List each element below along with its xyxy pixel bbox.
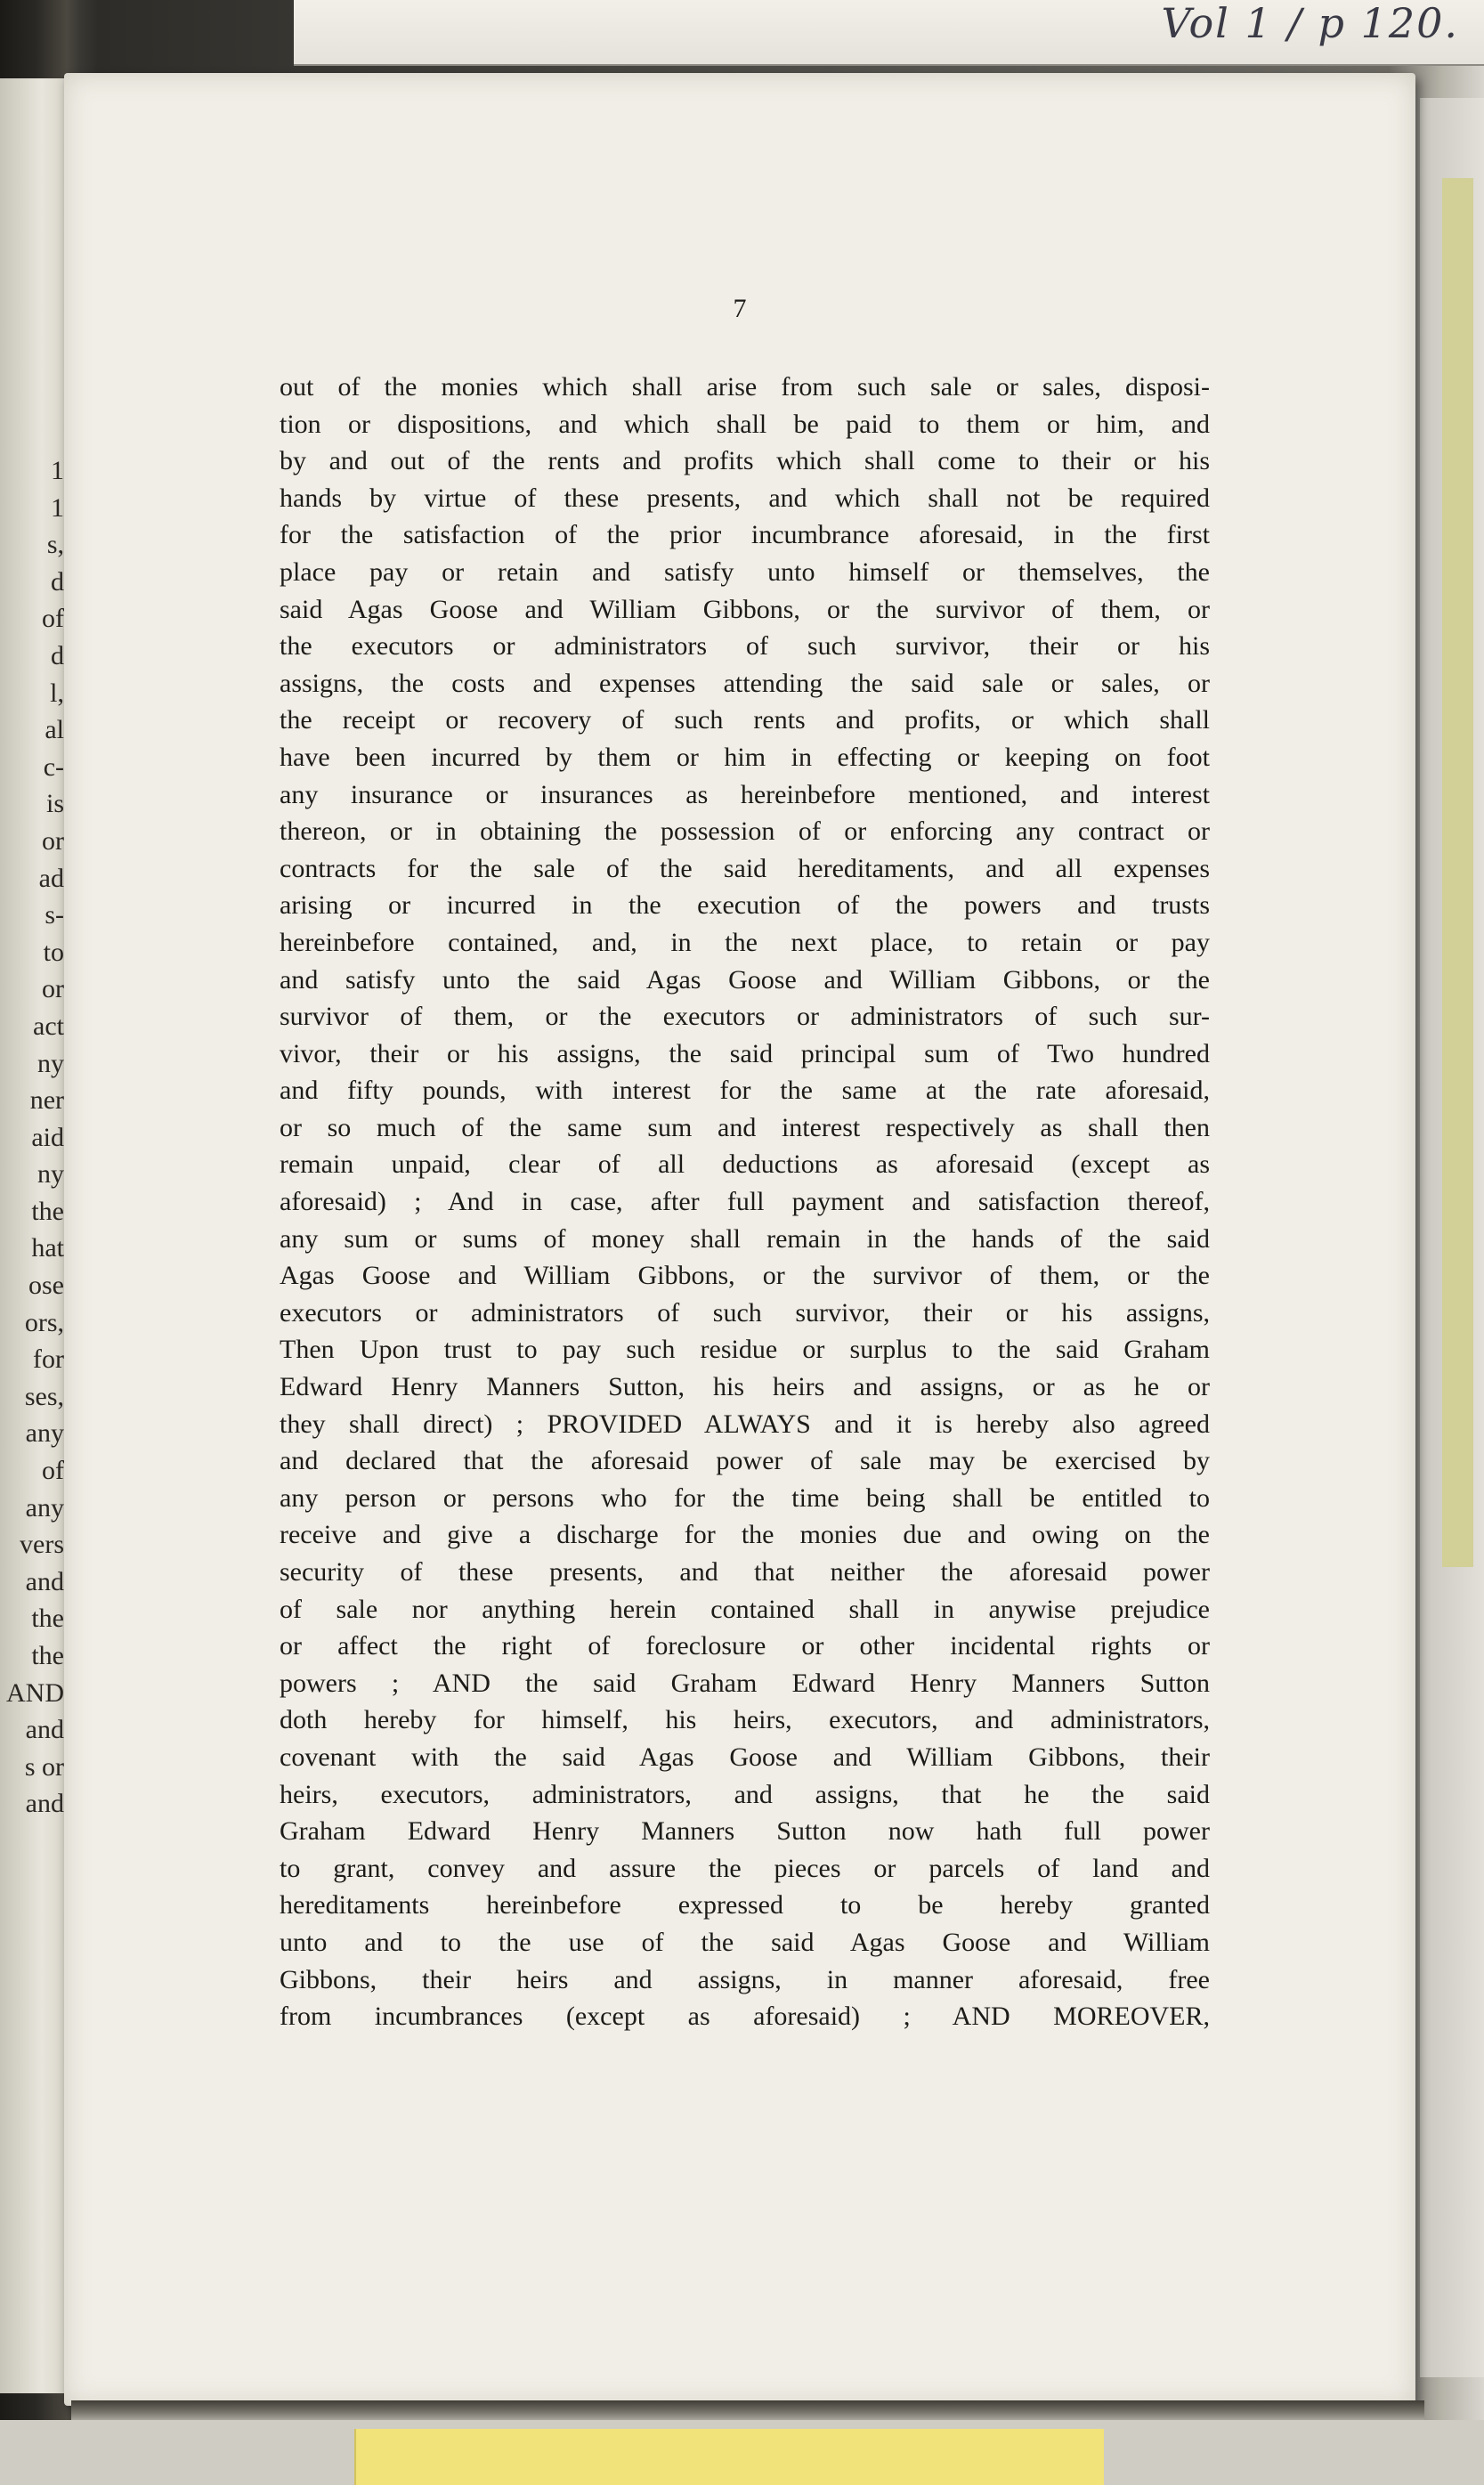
- text-line: security of these presents, and that neither the aforesaid power: [280, 1557, 1210, 1587]
- left-fragment: ses,: [24, 1381, 64, 1411]
- left-fragment: s-: [45, 900, 64, 930]
- left-fragment: or: [42, 974, 64, 1004]
- left-fragment: and: [25, 1789, 64, 1819]
- text-line: heirs, executors, administrators, and assigns, that he the said: [280, 1779, 1210, 1809]
- text-line: arising or incurred in the execution of the powers and trusts: [280, 890, 1210, 921]
- text-line: Then Upon trust to pay such residue or surplus to the said Graham: [280, 1335, 1210, 1365]
- top-paper-sheet: [294, 0, 1484, 66]
- left-fragment: ose: [28, 1271, 64, 1301]
- left-fragment: al: [45, 715, 64, 745]
- left-fragment: 1: [51, 456, 64, 485]
- left-fragment: act: [33, 1011, 64, 1041]
- text-line: by and out of the rents and profits which shall come to their or his: [280, 446, 1210, 476]
- left-fragment: the: [31, 1604, 64, 1634]
- text-line: any insurance or insurances as hereinbefore mentioned, and interest: [280, 779, 1210, 809]
- left-fragment: to: [43, 937, 64, 967]
- text-line: or affect the right of foreclosure or other incidental rights or: [280, 1631, 1210, 1661]
- left-fragment: hat: [31, 1233, 64, 1263]
- right-paper-strip: [1442, 178, 1473, 1567]
- text-line: hereditaments hereinbefore expressed to be hereby granted: [280, 1890, 1210, 1921]
- text-line: and declared that the aforesaid power of sale may be exercised by: [280, 1446, 1210, 1476]
- left-fragment: ny: [37, 1159, 64, 1190]
- text-line: and fifty pounds, with interest for the same at the rate aforesaid,: [280, 1076, 1210, 1106]
- left-fragment: of: [42, 1456, 64, 1486]
- left-fragment: for: [33, 1344, 64, 1375]
- left-fragment: vers: [20, 1530, 64, 1560]
- text-line: Gibbons, their heirs and assigns, in manner aforesaid, free: [280, 1964, 1210, 1994]
- left-fragment: any: [25, 1418, 64, 1449]
- left-fragment: ors,: [24, 1307, 64, 1337]
- text-line: survivor of them, or the executors or administrators of such sur-: [280, 1002, 1210, 1032]
- left-fragment: and: [25, 1715, 64, 1745]
- text-line: Graham Edward Henry Manners Sutton now hath full power: [280, 1816, 1210, 1847]
- text-line: thereon, or in obtaining the possession of or enforcing any contract or: [280, 816, 1210, 847]
- left-page-text-fragments: [6, 452, 64, 1823]
- text-line: aforesaid) ; And in case, after full payment and satisfaction thereof,: [280, 1187, 1210, 1217]
- left-fragment: s,: [46, 530, 64, 560]
- left-fragment: c-: [43, 751, 64, 782]
- text-line: any person or persons who for the time being shall be entitled to: [280, 1482, 1210, 1513]
- text-line: or so much of the same sum and interest respectively as shall then: [280, 1112, 1210, 1142]
- text-line: Agas Goose and William Gibbons, or the survivor of them, or the: [280, 1261, 1210, 1291]
- text-line: vivor, their or his assigns, the said principal sum of Two hundred: [280, 1038, 1210, 1068]
- handwritten-annotation: Vol 1 / p 120.: [1161, 0, 1459, 46]
- left-fragment: ny: [37, 1048, 64, 1078]
- text-line: remain unpaid, clear of all deductions as aforesaid (except as: [280, 1149, 1210, 1180]
- body-text: [280, 369, 1210, 2035]
- yellow-marker-tab: [354, 2429, 1104, 2485]
- page-bottom-edge: [71, 2400, 1424, 2420]
- left-fragment: or: [42, 825, 64, 856]
- text-line: tion or dispositions, and which shall be paid to them or him, and: [280, 409, 1210, 439]
- text-line: Edward Henry Manners Sutton, his heirs and assigns, or as he or: [280, 1372, 1210, 1402]
- text-line: hands by virtue of these presents, and which shall not be required: [280, 483, 1210, 513]
- left-fragment: the: [31, 1196, 64, 1226]
- left-fragment: d: [51, 640, 64, 670]
- left-fragment: aid: [31, 1122, 64, 1152]
- page-number: 7: [733, 294, 747, 323]
- left-fragment: 1: [51, 492, 64, 523]
- left-fragment: is: [45, 789, 64, 819]
- text-line: the executors or administrators of such survivor, their or his: [280, 631, 1210, 662]
- left-fragment: s or: [24, 1751, 64, 1782]
- text-line: receive and give a discharge for the monies due and owing on the: [280, 1520, 1210, 1550]
- text-line: and satisfy unto the said Agas Goose and William Gibbons, or the: [280, 964, 1210, 995]
- text-line: they shall direct) ; PROVIDED ALWAYS and it is hereby also agreed: [280, 1409, 1210, 1439]
- text-line: the receipt or recovery of such rents and profits, or which shall: [280, 705, 1210, 735]
- left-fragment: any: [25, 1492, 64, 1523]
- left-fragment: of: [42, 604, 64, 634]
- left-fragment: the: [31, 1641, 64, 1670]
- left-fragment: d: [51, 566, 64, 597]
- text-line: from incumbrances (except as aforesaid) ; AND MOREOVER,: [280, 2002, 1210, 2032]
- text-line: out of the monies which shall arise from such sale or sales, disposi-: [280, 372, 1210, 402]
- left-fragment: and: [25, 1566, 64, 1596]
- text-line: contracts for the sale of the said hereditaments, and all expenses: [280, 853, 1210, 883]
- text-line: to grant, convey and assure the pieces or parcels of land and: [280, 1853, 1210, 1883]
- text-line: hereinbefore contained, and, in the next place, to retain or pay: [280, 927, 1210, 957]
- text-line: doth hereby for himself, his heirs, executors, and administrators,: [280, 1705, 1210, 1735]
- left-fragment: AND: [6, 1677, 64, 1708]
- left-page-edge: [0, 78, 69, 2393]
- text-line: any sum or sums of money shall remain in the hands of the said: [280, 1223, 1210, 1254]
- text-line: covenant with the said Agas Goose and William Gibbons, their: [280, 1742, 1210, 1772]
- text-line: of sale nor anything herein contained shall in anywise prejudice: [280, 1594, 1210, 1624]
- left-fragment: l,: [50, 678, 64, 708]
- text-line: for the satisfaction of the prior incumbrance aforesaid, in the first: [280, 520, 1210, 550]
- text-line: have been incurred by them or him in effecting or keeping on foot: [280, 742, 1210, 772]
- text-line: said Agas Goose and William Gibbons, or the survivor of them, or: [280, 594, 1210, 624]
- text-line: executors or administrators of such survivor, their or his assigns,: [280, 1297, 1210, 1328]
- document-page: [64, 73, 1415, 2406]
- text-line: assigns, the costs and expenses attending the said sale or sales, or: [280, 668, 1210, 698]
- left-fragment: ner: [29, 1085, 64, 1116]
- text-line: powers ; AND the said Graham Edward Henry Manners Sutton: [280, 1668, 1210, 1698]
- text-line: place pay or retain and satisfy unto himself or themselves, the: [280, 556, 1210, 587]
- left-fragment: ad: [38, 863, 64, 893]
- text-line: unto and to the use of the said Agas Goose and William: [280, 1927, 1210, 1957]
